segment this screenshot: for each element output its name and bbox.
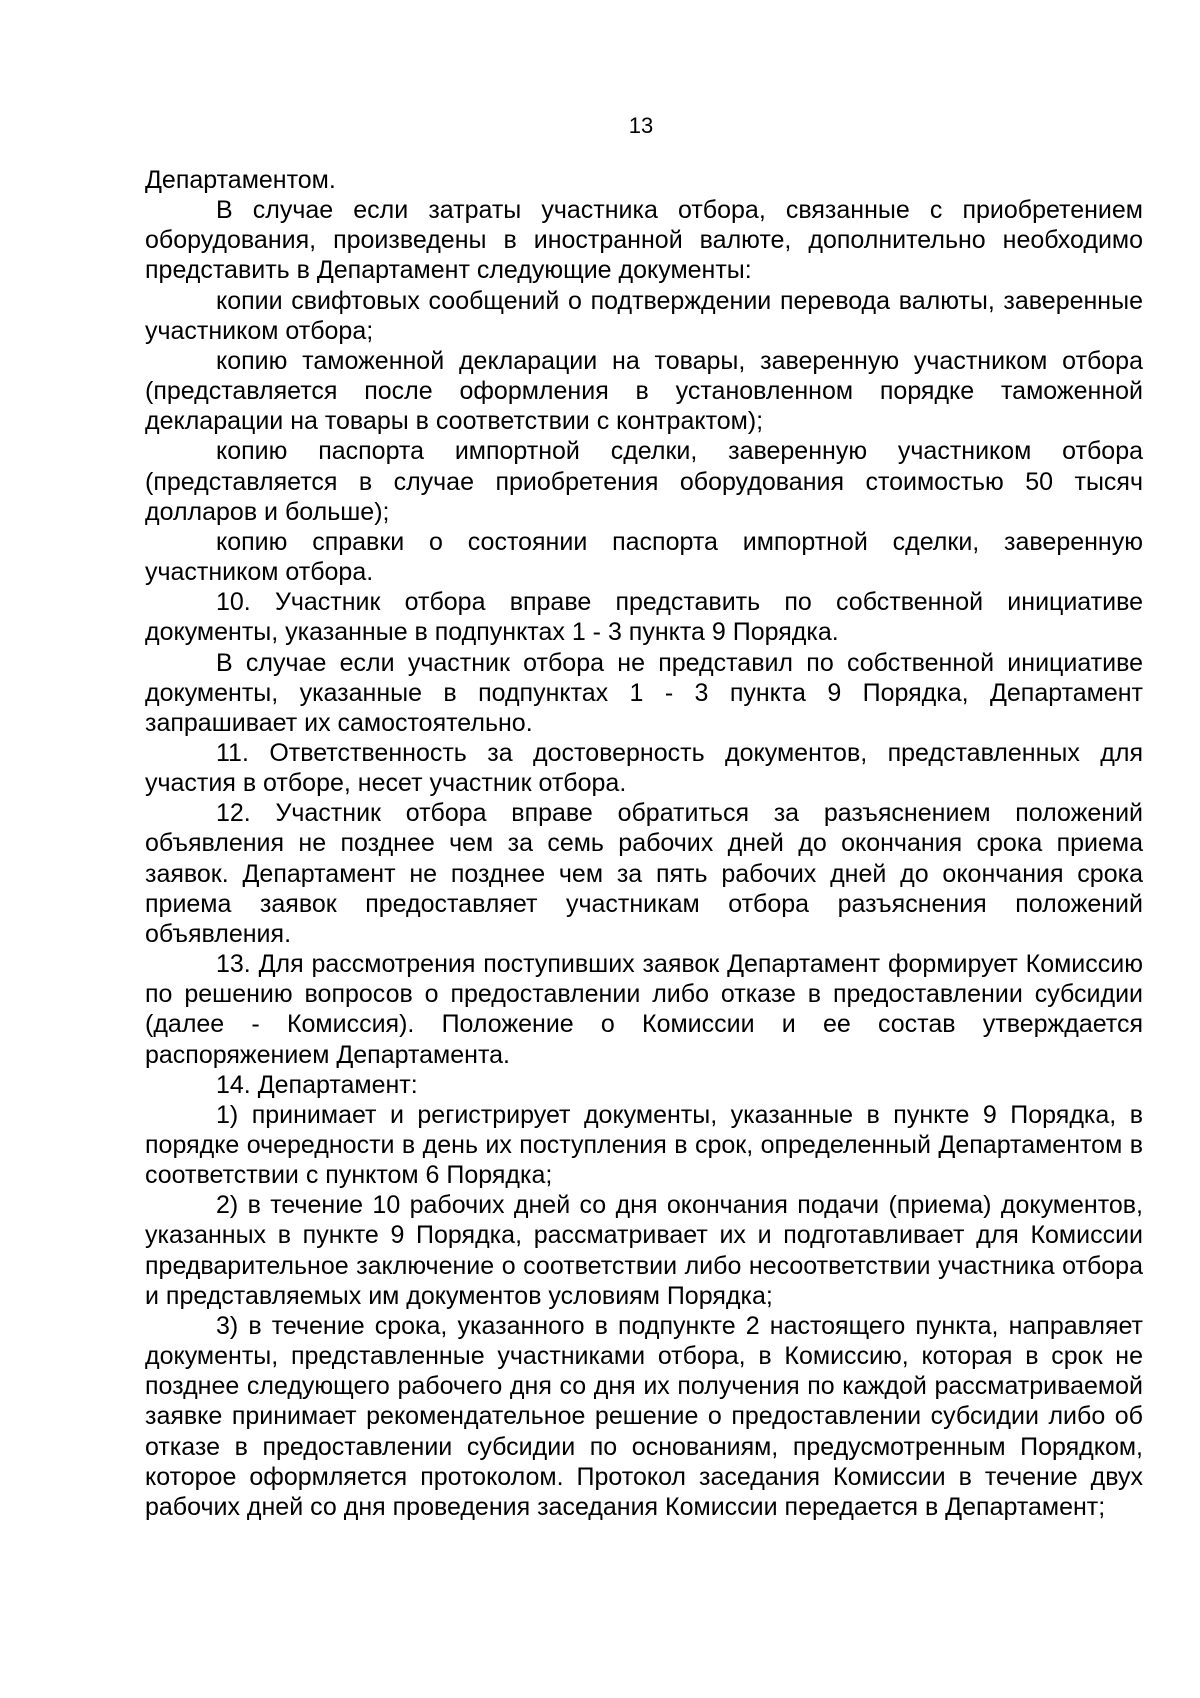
paragraph: 12. Участник отбора вправе обратиться за разъяснением положений объявления не позднее чем за семь рабочих дней до окончания срока приема заявок. Департамент не позднее чем за пять рабочих дней до окончания срока приема заявок предоставляет участникам отбора разъяснения положений объявления. bbox=[145, 799, 1143, 948]
paragraph: 10. Участник отбора вправе представить по собственной инициативе документы, указанные в подпунктах 1 - 3 пункта 9 Порядка. bbox=[145, 588, 1143, 647]
paragraph: копию паспорта импортной сделки, заверенную участником отбора (представляется в случае приобретения оборудования стоимостью 50 тысяч долларов и больше); bbox=[145, 437, 1143, 526]
paragraph: 13. Для рассмотрения поступивших заявок Департамент формирует Комиссию по решению вопросов о предоставлении либо отказе в предоставлении субсидии (далее - Комиссия). Положение о Комиссии и ее состав утверждается распоряжением Департамента. bbox=[145, 950, 1143, 1069]
paragraph: В случае если затраты участника отбора, связанные с приобретением оборудования, произведены в иностранной валюте, дополнительно необходимо представить в Департамент следующие документы: bbox=[145, 196, 1143, 285]
paragraph: копии свифтовых сообщений о подтверждении перевода валюты, заверенные участником отбора; bbox=[145, 286, 1143, 345]
paragraph: 11. Ответственность за достоверность документов, представленных для участия в отборе, несет участник отбора. bbox=[145, 738, 1143, 798]
paragraph: В случае если участник отбора не представил по собственной инициативе документы, указанные в подпунктах 1 - 3 пункта 9 Порядка, Департамент запрашивает их самостоятельно. bbox=[145, 648, 1143, 737]
page-number: 13 bbox=[628, 113, 654, 138]
paragraph: копию справки о состоянии паспорта импортной сделки, заверенную участником отбора. bbox=[145, 527, 1143, 587]
document-body bbox=[145, 165, 1143, 1522]
paragraph: 1) принимает и регистрирует документы, указанные в пункте 9 Порядка, в порядке очередности в день их поступления в срок, определенный Департаментом в соответствии с пунктом 6 Порядка; bbox=[145, 1100, 1143, 1190]
paragraph: Департаментом. bbox=[145, 166, 336, 194]
paragraph: 14. Департамент: bbox=[216, 1070, 418, 1099]
paragraph: 3) в течение срока, указанного в подпункте 2 настоящего пункта, направляет документы, представленные участниками отбора, в Комиссию, которая в срок не позднее следующего рабочего дня со дня их получения по каждой рассматриваемой заявке принимает рекомендательное решение о предоставлении субсидии либо об отказе в предоставлении субсидии по основаниям, предусмотренным Порядком, которое оформляется протоколом. Протокол заседания Комиссии в течение двух рабочих дней со дня проведения заседания Комиссии передается в Департамент; bbox=[145, 1311, 1143, 1521]
paragraph: копию таможенной декларации на товары, заверенную участником отбора (представляется после оформления в установленном порядке таможенной декларации на товары в соответствии с контрактом); bbox=[145, 346, 1143, 436]
paragraph: 2) в течение 10 рабочих дней со дня окончания подачи (приема) документов, указанных в пункте 9 Порядка, рассматривает их и подготавливает для Комиссии предварительное заключение о соответствии либо несоответствии участника отбора и представляемых им документов условиям Порядка; bbox=[145, 1191, 1143, 1310]
